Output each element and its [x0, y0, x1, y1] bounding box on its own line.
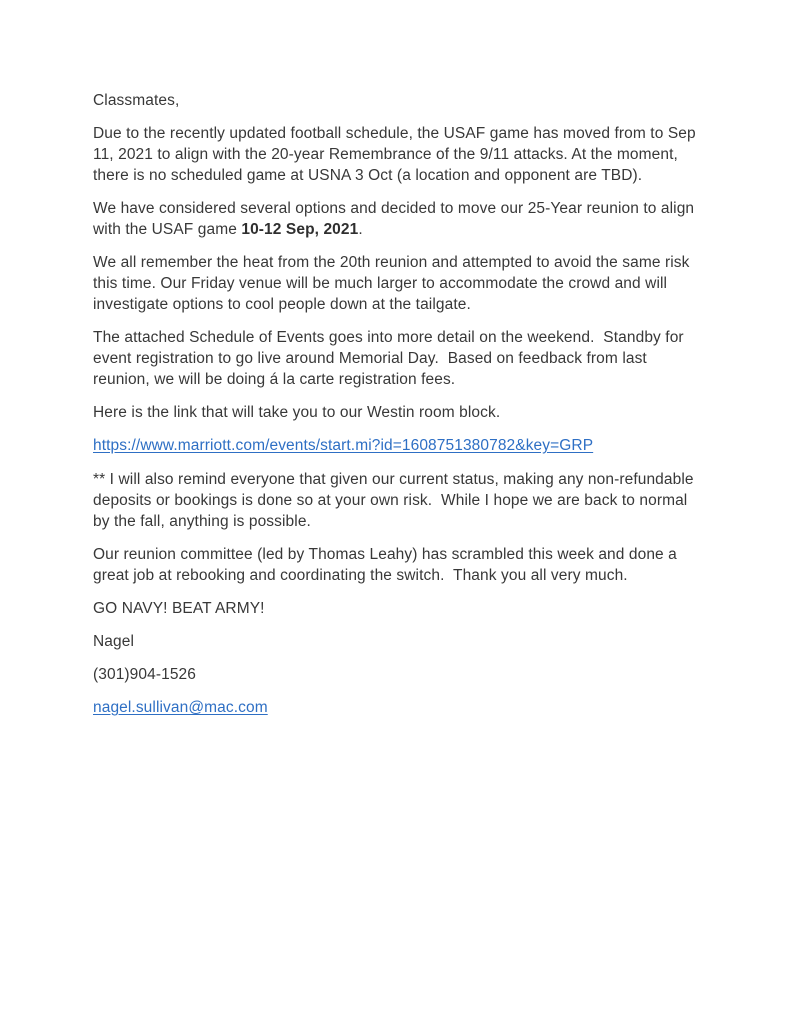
paragraph-heat: We all remember the heat from the 20th reunion and attempted to avoid the same risk this time. Our Friday venue will be much larger to accommodate the crowd and will investigate options to cool people down at the tailgate. [93, 254, 694, 313]
paragraph-committee: Our reunion committee (led by Thomas Leahy) has scrambled this week and done a great job at rebooking and coordinating the switch. Thank you all very much. [93, 546, 682, 584]
reunion-dates: 10-12 Sep, 2021 [241, 221, 359, 238]
phone-number: (301)904-1526 [93, 666, 196, 683]
reunion-move-period: . [358, 221, 363, 238]
paragraph-reunion-move [93, 198, 699, 240]
room-block-link[interactable]: https://www.marriott.com/events/start.mi?id=1608751380782&key=GRP [93, 437, 594, 454]
letter-body [93, 90, 699, 731]
go-navy-line: GO NAVY! BEAT ARMY! [93, 600, 265, 617]
signature-name: Nagel [93, 633, 134, 650]
paragraph-schedule-change: Due to the recently updated football schedule, the USAF game has moved from to Sep 11, 2021 to align with the 20-year Remembrance of the 9/11 attacks. At the moment, there is no scheduled game at USNA 3 Oct (a location and opponent are TBD). [93, 125, 701, 184]
paragraph-events: The attached Schedule of Events goes into more detail on the weekend. Standby for event registration to go live around Memorial Day. Based on feedback from last reunion, we will be doing á la carte registration fees. [93, 329, 689, 388]
paragraph-disclaimer: ** I will also remind everyone that given our current status, making any non-refundable deposits or bookings is done so at your own risk. While I hope we are back to normal by the fall, anything is possible. [93, 471, 699, 530]
room-block-link-line [93, 435, 699, 456]
paragraph-link-intro: Here is the link that will take you to our Westin room block. [93, 404, 501, 421]
reunion-move-text: We have considered several options and decided to move our 25-Year reunion to align with the USAF game [93, 200, 699, 238]
greeting: Classmates, [93, 92, 180, 109]
email-link[interactable]: nagel.sullivan@mac.com [93, 699, 268, 716]
email-line [93, 697, 699, 718]
